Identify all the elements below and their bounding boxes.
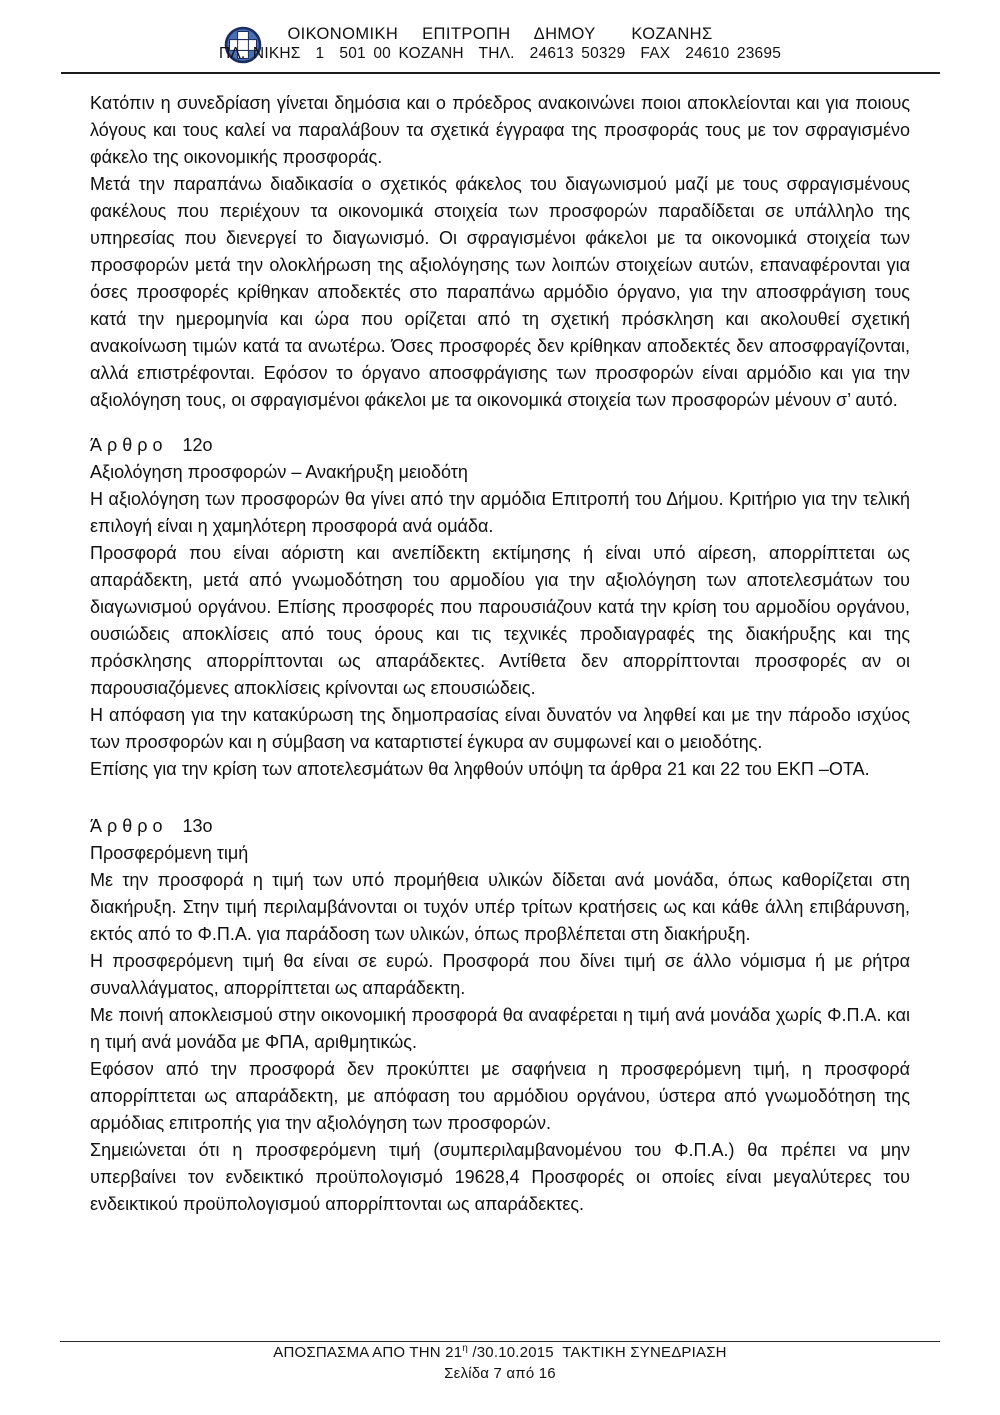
header-text-block	[0, 24, 1000, 64]
header-divider-line	[61, 72, 940, 74]
paragraph-articles-21-22: Επίσης για την κρίση των αποτελεσμάτων θα ληφθούν υπόψη τα άρθρα 21 και 22 του ΕΚΠ –ΟΤΑ.	[90, 759, 870, 779]
paragraph-unclear-price-rejection: Εφόσον από την προσφορά δεν προκύπτει με σαφήνεια η προσφερόμενη τιμή, η προσφορά απορρίπτεται ως απαράδεκτη, με απόφαση του αρμόδιου οργάνου, ύστερα από γνωμοδότηση της αρμόδιας επιτροπής για την αξιολόγηση των προσφορών.	[90, 1059, 910, 1133]
paragraph-budget-limit: Σημειώνεται ότι η προσφερόμενη τιμή (συμπεριλαμβανομένου του Φ.Π.Α.) θα πρέπει να μην υπερβαίνει τον ενδεικτικό προϋπολογισμό 19628,4 Προσφορές οι οποίες είναι μεγαλύτερες του ενδεικτικού προϋπολογισμού απορρίπτονται ως απαράδεκτες.	[90, 1140, 910, 1214]
footer-page-number: Σελίδα 7 από 16	[444, 1365, 556, 1382]
footer-session-suffix: /30.10.2015 ΤΑΚΤΙΚΗ ΣΥΝΕΔΡΙΑΣΗ	[468, 1344, 727, 1361]
paragraph-price-per-unit: Με την προσφορά η τιμή των υπό προμήθεια υλικών δίδεται ανά μονάδα, όπως καθορίζεται στη διακήρυξη. Στην τιμή περιλαμβάνονται οι τυχόν υπέρ τρίτων κρατήσεις ως και κάθε άλλη επιβάρυνση, εκτός από το Φ.Π.Α. για παράδοση των υλικών, όπως προβλέπεται στη διακήρυξη.	[90, 870, 910, 944]
paragraph-price-with-without-vat: Με ποινή αποκλεισμού στην οικονομική προσφορά θα αναφέρεται η τιμή ανά μονάδα χωρίς Φ.Π.Α. και η τιμή ανά μονάδα με ΦΠΑ, αριθμητικώς.	[90, 1005, 910, 1052]
document-footer	[0, 1341, 1000, 1384]
article-13-subtitle: Προσφερόμενη τιμή	[90, 843, 249, 863]
blank-line-spacer	[90, 414, 910, 432]
paragraph-evaluation-committee: Η αξιολόγηση των προσφορών θα γίνει από την αρμόδια Επιτροπή του Δήμου. Κριτήριο για την τελική επιλογή είναι η χαμηλότερη προσφορά ανά ομάδα.	[90, 489, 910, 536]
blank-line-spacer	[90, 783, 910, 813]
article-12-subtitle: Αξιολόγηση προσφορών – Ανακήρυξη μειοδότη	[90, 462, 468, 482]
footer-session-prefix: ΑΠΟΣΠΑΣΜΑ ΑΠΟ ΤΗΝ 21	[273, 1344, 463, 1361]
article-13-heading: Ά ρ θ ρ ο 13ο	[90, 816, 213, 836]
footer-session-info	[0, 1342, 1000, 1363]
paragraph-price-in-euro: Η προσφερόμενη τιμή θα είναι σε ευρώ. Προσφορά που δίνει τιμή σε άλλο νόμισμα ή με ρήτρα συναλλάγματος, απορρίπτεται ως απαράδεκτη.	[90, 951, 910, 998]
document-header	[0, 24, 1000, 70]
footer-session-ordinal: η	[462, 1343, 469, 1354]
document-body	[90, 90, 910, 1218]
header-organization-title: ΟΙΚΟΝΟΜΙΚΗ ΕΠΙΤΡΟΠΗ ΔΗΜΟΥ ΚΟΖΑΝΗΣ	[287, 25, 713, 43]
paragraph-rejected-offers: Προσφορά που είναι αόριστη και ανεπίδεκτη εκτίμησης ή είναι υπό αίρεση, απορρίπτεται ως απαράδεκτη, μετά από γνωμοδότηση του αρμοδίου για την αξιολόγηση των αποτελεσμάτων του διαγωνισμού οργάνου. Επίσης προσφορές που παρουσιάζουν κατά την κρίση του αρμοδίου οργάνου, ουσιώδεις αποκλίσεις από τους όρους και τις τεχνικές προδιαγραφές της διακήρυξης και της πρόσκλησης απορρίπτονται ως απαράδεκτες. Αντίθετα δεν απορρίπτονται προσφορές αν οι παρουσιαζόμενες αποκλίσεις κρίνονται ως επουσιώδεις.	[90, 543, 910, 698]
paragraph-session-public: Κατόπιν η συνεδρίαση γίνεται δημόσια και ο πρόεδρος ανακοινώνει ποιοι αποκλείονται και για ποιους λόγους και τους καλεί να παραλάβουν τα σχετικά έγγραφα της προσφοράς τους με τον σφραγισμένο φάκελο της οικονομικής προσφοράς.	[90, 93, 910, 167]
article-12-heading: Ά ρ θ ρ ο 12ο	[90, 435, 213, 455]
header-address-contact: ΠΛ. ΝΙΚΗΣ 1 501 00 ΚΟΖΑΝΗ ΤΗΛ. 24613 50329 FAX 24610 23695	[218, 45, 782, 62]
paragraph-procedure-envelopes: Μετά την παραπάνω διαδικασία ο σχετικός φάκελος του διαγωνισμού μαζί με τους σφραγισμένους φακέλους που περιέχουν τα οικονομικά στοιχεία των προσφορών παραδίδεται σε υπάλληλο της υπηρεσίας που διενεργεί το διαγωνισμό. Οι σφραγισμένοι φάκελοι με τα οικονομικά στοιχεία των προσφορών μετά την ολοκλήρωση της αξιολόγησης των λοιπών στοιχείων αυτών, επαναφέρονται για όσες προσφορές κρίθηκαν αποδεκτές στο παραπάνω αρμόδιο όργανο, για την αποσφράγιση τους κατά την ημερομηνία και ώρα που ορίζεται από τη σχετική πρόσκληση και ακολουθεί σχετική ανακοίνωση τιμών κατά τα ανωτέρω. Όσες προσφορές δεν κρίθηκαν αποδεκτές δεν αποσφραγίζονται, αλλά επιστρέφονται. Εφόσον το όργανο αποσφράγισης των προσφορών είναι αρμόδιο και για την αξιολόγηση τους, οι σφραγισμένοι φάκελοι με τα οικονομικά στοιχεία των προσφορών μένουν σ’ αυτό.	[90, 174, 910, 410]
paragraph-award-decision: Η απόφαση για την κατακύρωση της δημοπρασίας είναι δυνατόν να ληφθεί και με την πάροδο ισχύος των προσφορών και η σύμβαση να καταρτιστεί έγκυρα αν συμφωνεί και ο μειοδότης.	[90, 705, 910, 752]
